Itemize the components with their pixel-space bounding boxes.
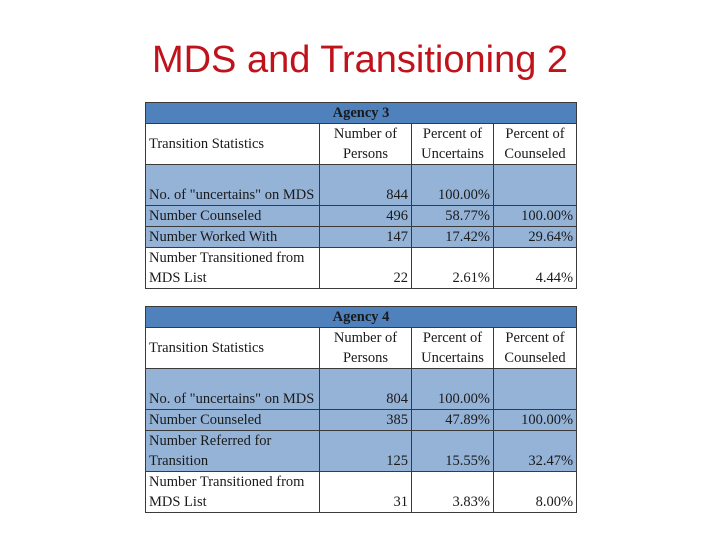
number-cell: 385 — [320, 410, 412, 431]
number-cell: 31 — [320, 472, 412, 513]
table-caption: Agency 4 — [146, 307, 577, 328]
column-header: Percent of Uncertains — [412, 124, 494, 165]
column-header: Transition Statistics — [146, 328, 320, 369]
table-row — [146, 227, 577, 248]
table-row — [146, 410, 577, 431]
pct-uncertains-cell: 100.00% — [412, 369, 494, 410]
table-row — [146, 165, 577, 206]
pct-counseled-cell — [494, 369, 577, 410]
row-label: Number Referred for Transition — [146, 431, 320, 472]
column-header: Percent of Counseled — [494, 124, 577, 165]
agency-3-table — [145, 102, 577, 289]
pct-counseled-cell: 8.00% — [494, 472, 577, 513]
number-cell: 22 — [320, 248, 412, 289]
table-caption-row — [146, 307, 577, 328]
slide-title: MDS and Transitioning 2 — [151, 39, 569, 81]
column-header: Percent of Counseled — [494, 328, 577, 369]
row-label: Number Counseled — [146, 206, 320, 227]
table-row — [146, 369, 577, 410]
pct-counseled-cell: 100.00% — [494, 410, 577, 431]
pct-counseled-cell: 100.00% — [494, 206, 577, 227]
pct-uncertains-cell: 47.89% — [412, 410, 494, 431]
row-label: No. of "uncertains" on MDS — [146, 369, 320, 410]
pct-uncertains-cell: 3.83% — [412, 472, 494, 513]
pct-counseled-cell: 4.44% — [494, 248, 577, 289]
pct-counseled-cell: 29.64% — [494, 227, 577, 248]
table-caption-row — [146, 103, 577, 124]
column-header: Transition Statistics — [146, 124, 320, 165]
pct-counseled-cell — [494, 165, 577, 206]
pct-uncertains-cell: 2.61% — [412, 248, 494, 289]
pct-uncertains-cell: 15.55% — [412, 431, 494, 472]
number-cell: 804 — [320, 369, 412, 410]
number-cell: 844 — [320, 165, 412, 206]
column-header: Number of Persons — [320, 124, 412, 165]
pct-uncertains-cell: 17.42% — [412, 227, 494, 248]
table-header-row — [146, 328, 577, 369]
row-label: Number Counseled — [146, 410, 320, 431]
row-label: Number Transitioned from MDS List — [146, 248, 320, 289]
pct-uncertains-cell: 58.77% — [412, 206, 494, 227]
table-row — [146, 431, 577, 472]
table-caption: Agency 3 — [146, 103, 577, 124]
number-cell: 125 — [320, 431, 412, 472]
pct-uncertains-cell: 100.00% — [412, 165, 494, 206]
pct-counseled-cell: 32.47% — [494, 431, 577, 472]
table-row — [146, 206, 577, 227]
number-cell: 496 — [320, 206, 412, 227]
table-header-row — [146, 124, 577, 165]
row-label: Number Transitioned from MDS List — [146, 472, 320, 513]
table-row — [146, 248, 577, 289]
agency-4-table — [145, 306, 577, 513]
number-cell: 147 — [320, 227, 412, 248]
column-header: Percent of Uncertains — [412, 328, 494, 369]
table-row — [146, 472, 577, 513]
row-label: No. of "uncertains" on MDS — [146, 165, 320, 206]
column-header: Number of Persons — [320, 328, 412, 369]
row-label: Number Worked With — [146, 227, 320, 248]
